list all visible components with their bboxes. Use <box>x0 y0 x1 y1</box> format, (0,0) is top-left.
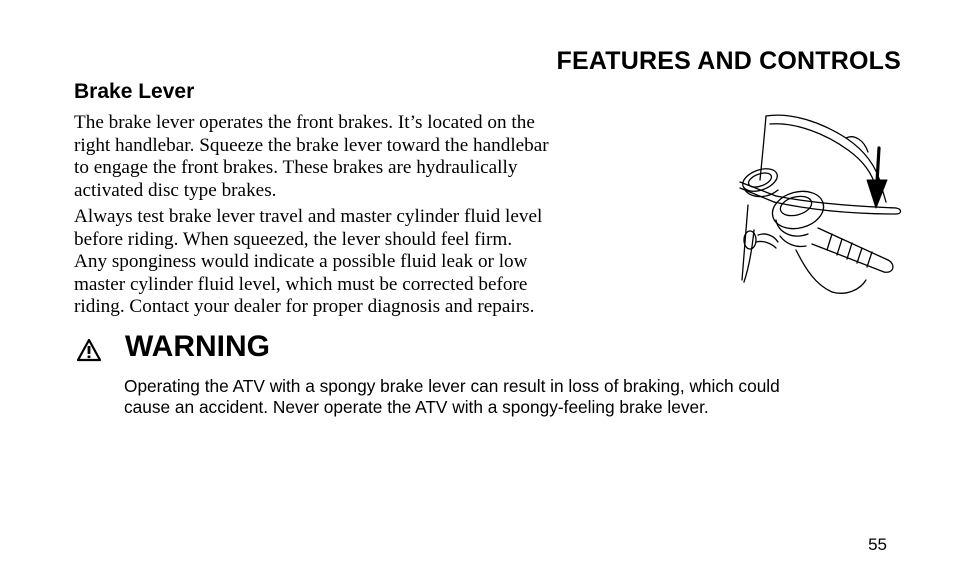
warning-triangle-icon <box>76 338 102 362</box>
paragraph-line: master cylinder fluid level, which must be corrected before <box>74 273 528 295</box>
page-number: 55 <box>868 535 887 554</box>
warning-line: cause an accident. Never operate the ATV with a spongy-feeling brake lever. <box>124 397 709 417</box>
brake-lever-description <box>74 112 644 202</box>
paragraph-line: right handlebar. Squeeze the brake lever toward the handlebar <box>74 134 549 156</box>
paragraph-line: to engage the front brakes. These brakes are hydraulically <box>74 157 518 178</box>
section-title: FEATURES AND CONTROLS <box>556 47 901 75</box>
paragraph-line: activated disc type brakes. <box>74 179 277 201</box>
warning-title: WARNING <box>125 330 270 363</box>
brake-lever-testing-instructions <box>74 206 644 319</box>
paragraph-line: riding. Contact your dealer for proper diagnosis and repairs. <box>74 296 535 317</box>
paragraph-line: before riding. When squeezed, the lever should feel firm. <box>74 228 513 250</box>
brake-lever-illustration <box>736 110 906 300</box>
paragraph-line: Always test brake lever travel and master cylinder fluid level <box>74 206 543 227</box>
paragraph-line: The brake lever operates the front brakes. It’s located on the <box>74 112 535 133</box>
warning-message <box>124 376 780 418</box>
warning-line: Operating the ATV with a spongy brake lever can result in loss of braking, which could <box>124 376 780 396</box>
brake-lever-heading: Brake Lever <box>74 80 195 103</box>
paragraph-line: Any sponginess would indicate a possible fluid leak or low <box>74 251 528 272</box>
